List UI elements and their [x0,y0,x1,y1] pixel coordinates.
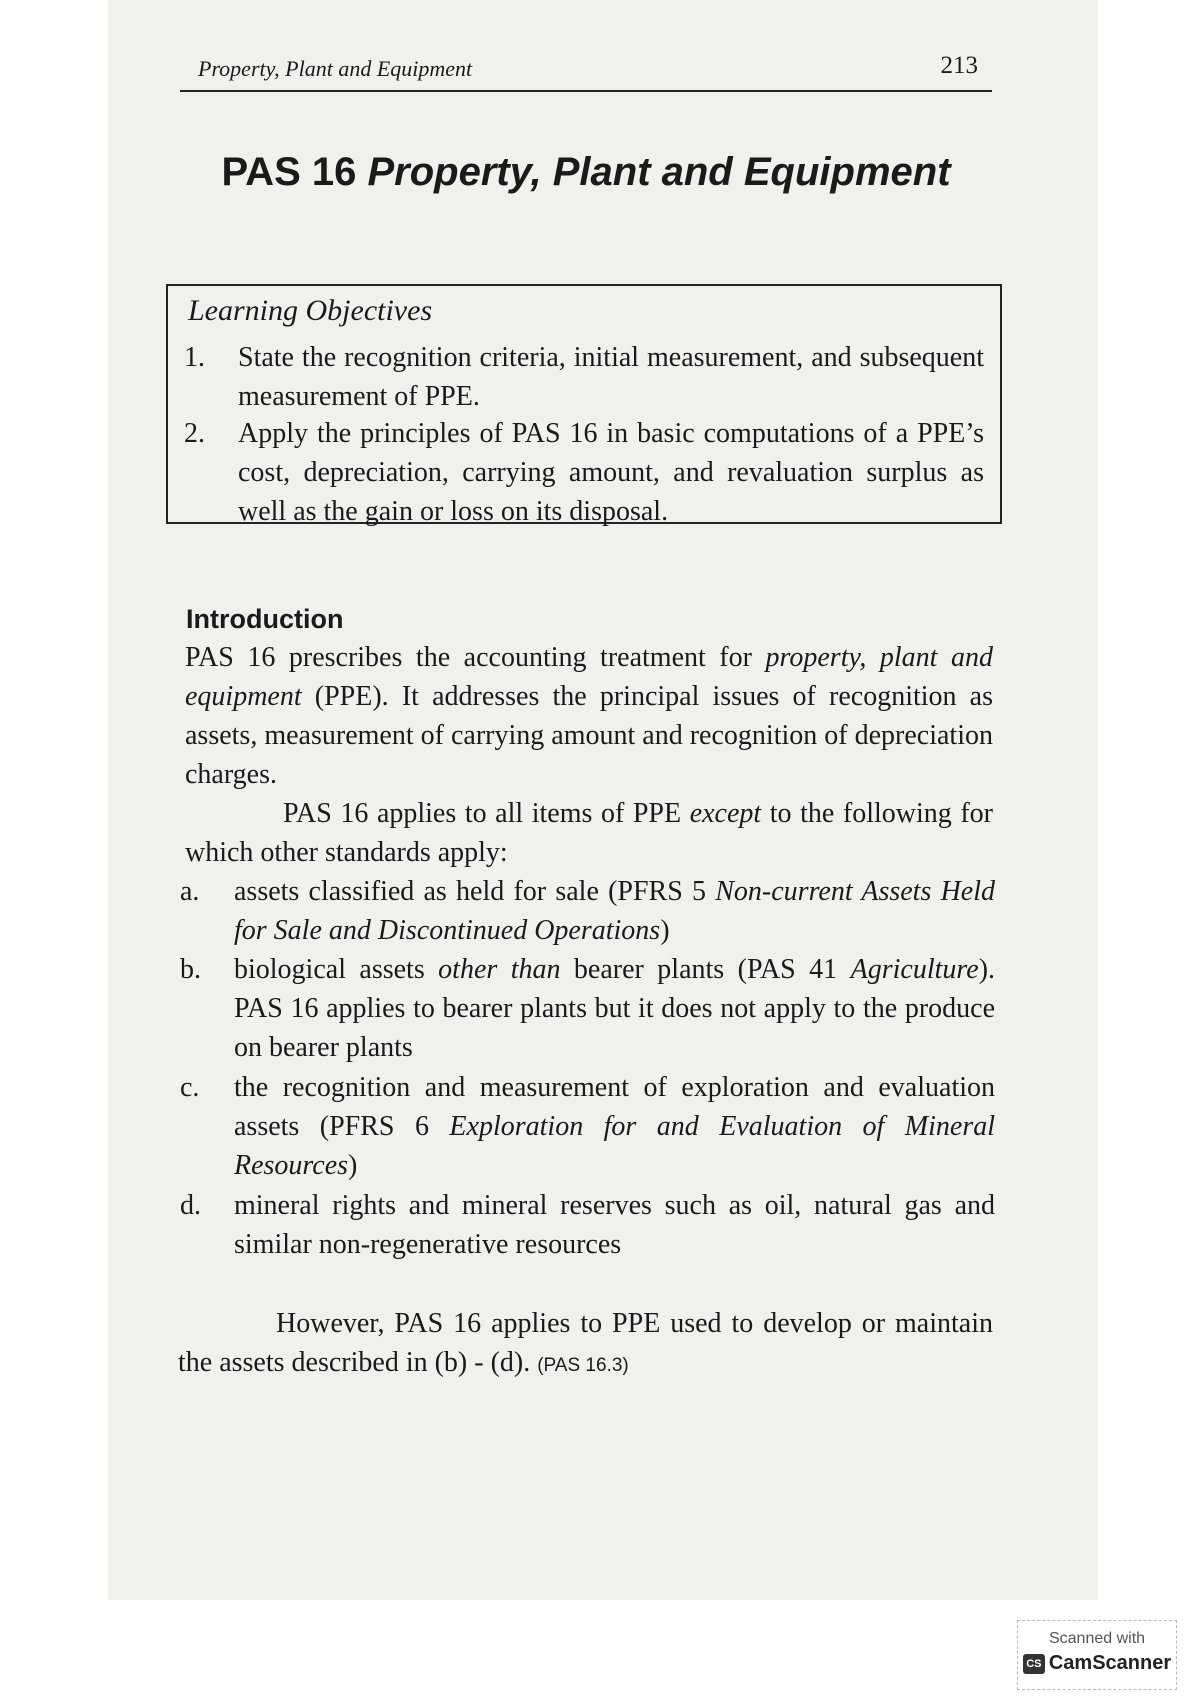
list-item [180,1186,995,1264]
objective-item [184,338,984,416]
learning-objectives-heading: Learning Objectives [188,294,433,327]
list-item [180,1068,995,1185]
intro-p3-text: However, PAS 16 applies to PPE used to develop or maintain the assets described in (b) - (d). [178,1308,993,1378]
page-title [180,150,992,195]
intro-paragraph-2 [185,794,993,872]
intro-p1-text-end: (PPE). It addresses the principal issues of recognition as assets, measurement of carrying amount and recognition of depreciation charges. [185,681,993,790]
citation: (PAS 16.3) [537,1355,629,1376]
list-marker: b. [180,954,201,985]
camscanner-watermark [1017,1620,1177,1690]
section-heading-introduction: Introduction [186,604,344,634]
page-number: 213 [940,52,978,79]
watermark-caption: Scanned with [1048,1630,1146,1647]
list-text: the recognition and measurement of exploration and evaluation assets (PFRS 6 Exploration for and Evaluation of Mineral Resources) [234,1072,996,1181]
list-item [180,950,995,1067]
watermark-logo [1023,1652,1171,1675]
intro-paragraph-1 [185,638,993,794]
running-header [180,52,992,92]
list-text: assets classified as held for sale (PFRS 5 Non-current Assets Held for Sale and Discontinued Operations) [234,876,995,946]
camscanner-logo-icon: CS [1023,1654,1045,1674]
list-marker: c. [180,1072,200,1103]
intro-p1-emphasis: property, plant and equipment [185,642,993,712]
objective-item [184,414,984,531]
title-standard: PAS 16 [221,150,357,194]
objective-number: 1. [184,342,205,373]
intro-paragraph-3 [178,1304,993,1385]
list-item [180,872,995,950]
list-marker: d. [180,1190,201,1221]
list-marker: a. [180,876,200,907]
intro-p2-text-end: to the following for which other standards apply: [185,798,993,868]
intro-p1-text: PAS 16 prescribes the accounting treatment for [185,642,766,673]
objective-text: State the recognition criteria, initial measurement, and subsequent measurement of PPE. [238,342,984,412]
intro-p2-text: PAS 16 applies to all items of PPE [283,798,690,829]
objective-number: 2. [184,418,205,449]
list-text: biological assets other than bearer plants (PAS 41 Agriculture). PAS 16 applies to bearer plants but it does not apply to the produce on bearer plants [234,954,996,1063]
intro-p2-emphasis: except [689,798,762,829]
title-name: Property, Plant and Equipment [367,150,951,194]
list-text: mineral rights and mineral reserves such as oil, natural gas and similar non-regenerative resources [234,1190,995,1260]
watermark-brand: CamScanner [1048,1652,1172,1674]
running-title: Property, Plant and Equipment [198,56,473,81]
learning-objectives-box [166,284,1002,527]
objective-text: Apply the principles of PAS 16 in basic computations of a PPE’s cost, depreciation, carrying amount, and revaluation surplus as well as the gain or loss on its disposal. [238,418,984,527]
